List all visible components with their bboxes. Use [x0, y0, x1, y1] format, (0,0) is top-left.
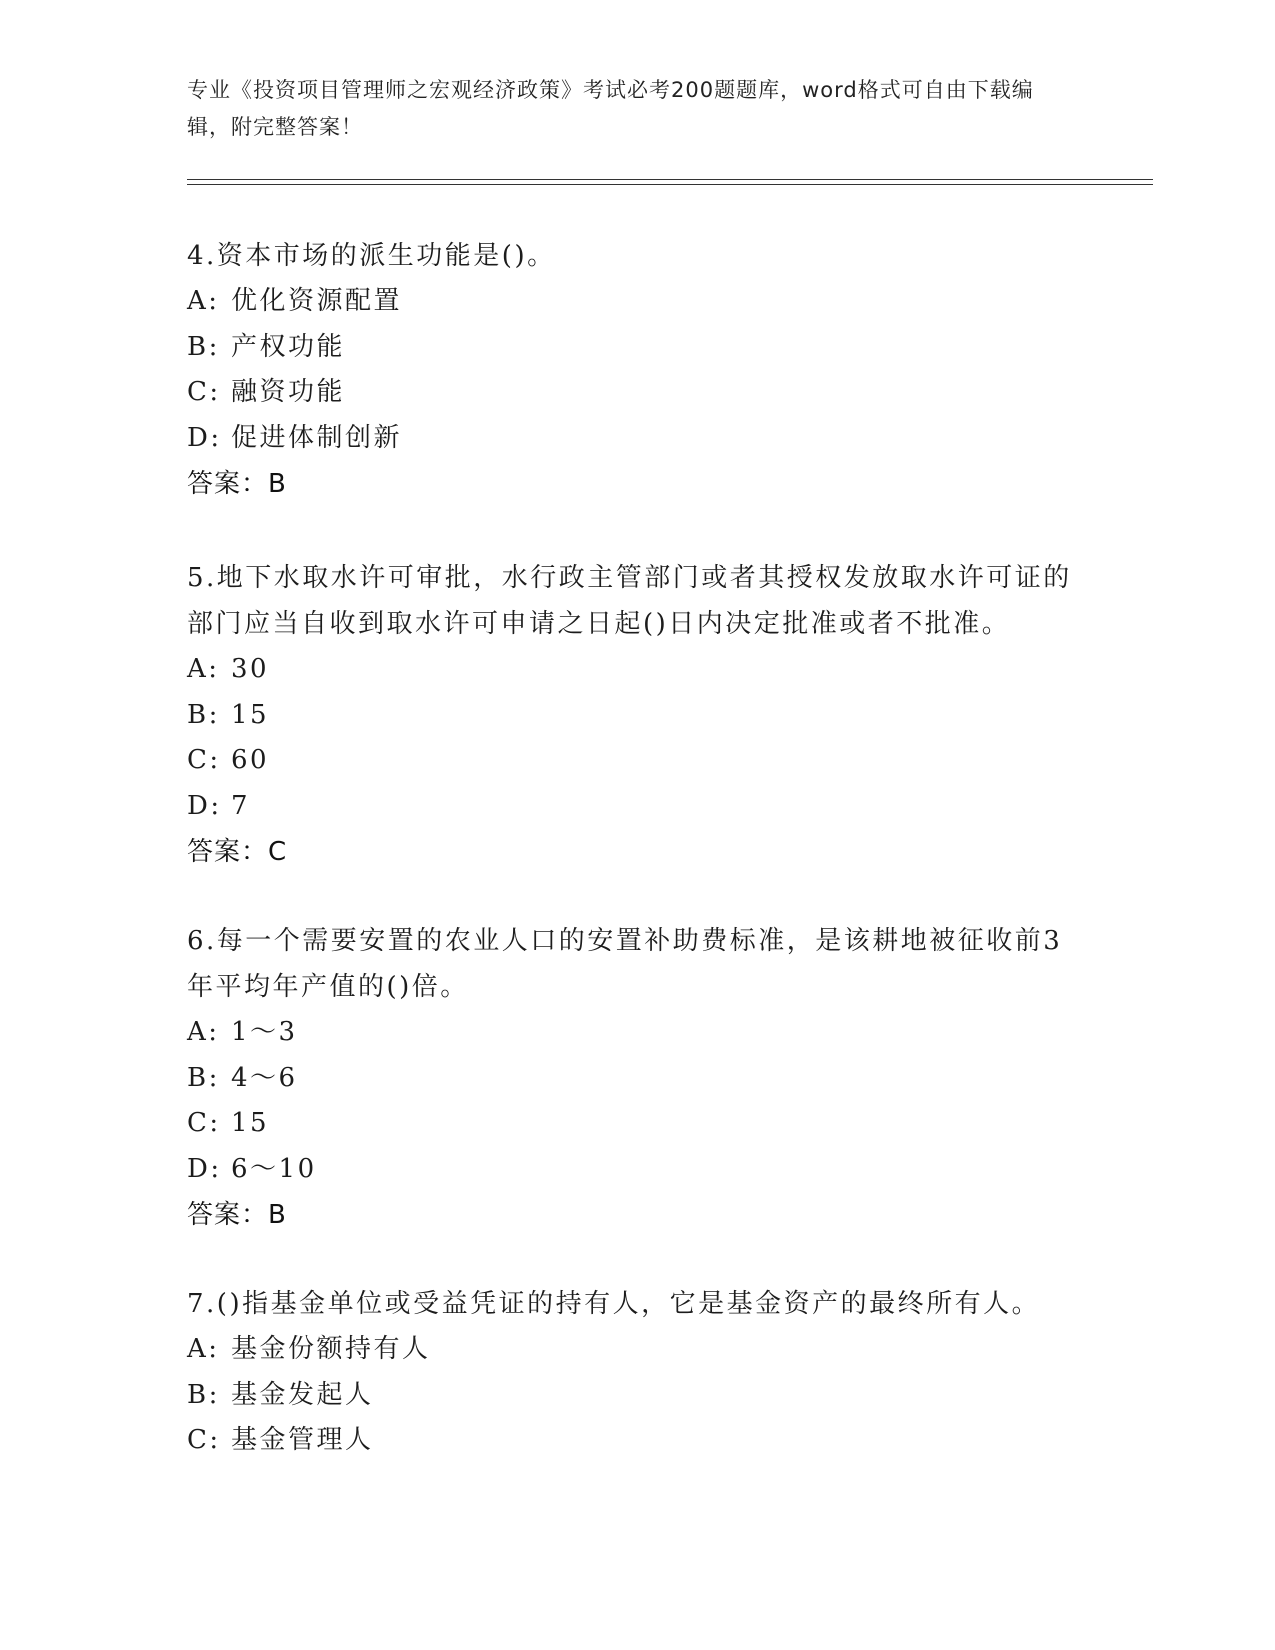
option-text: 优化资源配置 [231, 286, 403, 316]
option-key: B: [187, 699, 220, 730]
option-b [187, 693, 1087, 739]
option-key: C: [187, 1425, 221, 1455]
question-4 [187, 233, 1087, 507]
option-b [187, 325, 1087, 371]
option-text: 7 [231, 790, 251, 821]
option-text: 融资功能 [231, 377, 346, 407]
option-key: D: [187, 790, 222, 821]
option-key: A: [187, 1334, 220, 1364]
option-key: C: [187, 377, 221, 407]
option-c [187, 1418, 1087, 1464]
option-text: 15 [231, 699, 270, 730]
option-text: 基金份额持有人 [231, 1334, 431, 1364]
option-text: 基金发起人 [231, 1379, 374, 1410]
answer-line: 答案：C [187, 837, 288, 867]
question-stem: 5.地下水取水许可审批，水行政主管部门或者其授权发放取水许可证的部门应当自收到取水许可申请之日起()日内决定批准或者不批准。 [187, 563, 1072, 639]
option-text: 4～6 [231, 1062, 298, 1093]
option-d [187, 1147, 1087, 1193]
option-key: B: [187, 331, 220, 362]
option-b [187, 1056, 1087, 1102]
option-text: 促进体制创新 [231, 422, 403, 453]
answer-line: 答案：B [187, 469, 287, 499]
option-c [187, 738, 1087, 784]
question-stem: 6.每一个需要安置的农业人口的安置补助费标准，是该耕地被征收前3年平均年产值的()倍。 [187, 926, 1063, 1002]
answer-line: 答案：B [187, 1200, 287, 1230]
option-text: 1～3 [231, 1017, 298, 1047]
option-text: 6～10 [231, 1153, 317, 1184]
question-stem: 7.()指基金单位或受益凭证的持有人，它是基金资产的最终所有人。 [187, 1289, 1041, 1319]
option-d [187, 784, 1087, 830]
option-key: C: [187, 745, 221, 775]
option-a [187, 279, 1087, 325]
option-key: B: [187, 1062, 220, 1093]
question-7 [187, 1281, 1087, 1464]
option-a [187, 1327, 1087, 1373]
option-c [187, 1101, 1087, 1147]
option-text: 基金管理人 [231, 1425, 374, 1455]
option-c [187, 370, 1087, 416]
option-key: A: [187, 1017, 220, 1047]
option-a [187, 1010, 1087, 1056]
option-text: 15 [231, 1108, 270, 1138]
option-a [187, 647, 1087, 693]
option-b [187, 1373, 1087, 1419]
option-key: D: [187, 422, 222, 453]
option-key: A: [187, 654, 220, 684]
header-divider-bottom [187, 184, 1153, 185]
option-text: 60 [231, 745, 270, 775]
header-divider-top [187, 179, 1153, 180]
option-key: C: [187, 1108, 221, 1138]
option-d [187, 416, 1087, 462]
option-text: 产权功能 [231, 331, 346, 362]
document-header: 专业《投资项目管理师之宏观经济政策》考试必考200题题库，word格式可自由下载编辑，附完整答案！ [187, 78, 1034, 139]
question-stem: 4.资本市场的派生功能是()。 [187, 241, 556, 271]
option-key: B: [187, 1379, 220, 1410]
option-key: A: [187, 286, 220, 316]
question-6 [187, 918, 1087, 1238]
question-5 [187, 555, 1087, 875]
option-text: 30 [231, 654, 270, 684]
option-key: D: [187, 1153, 222, 1184]
